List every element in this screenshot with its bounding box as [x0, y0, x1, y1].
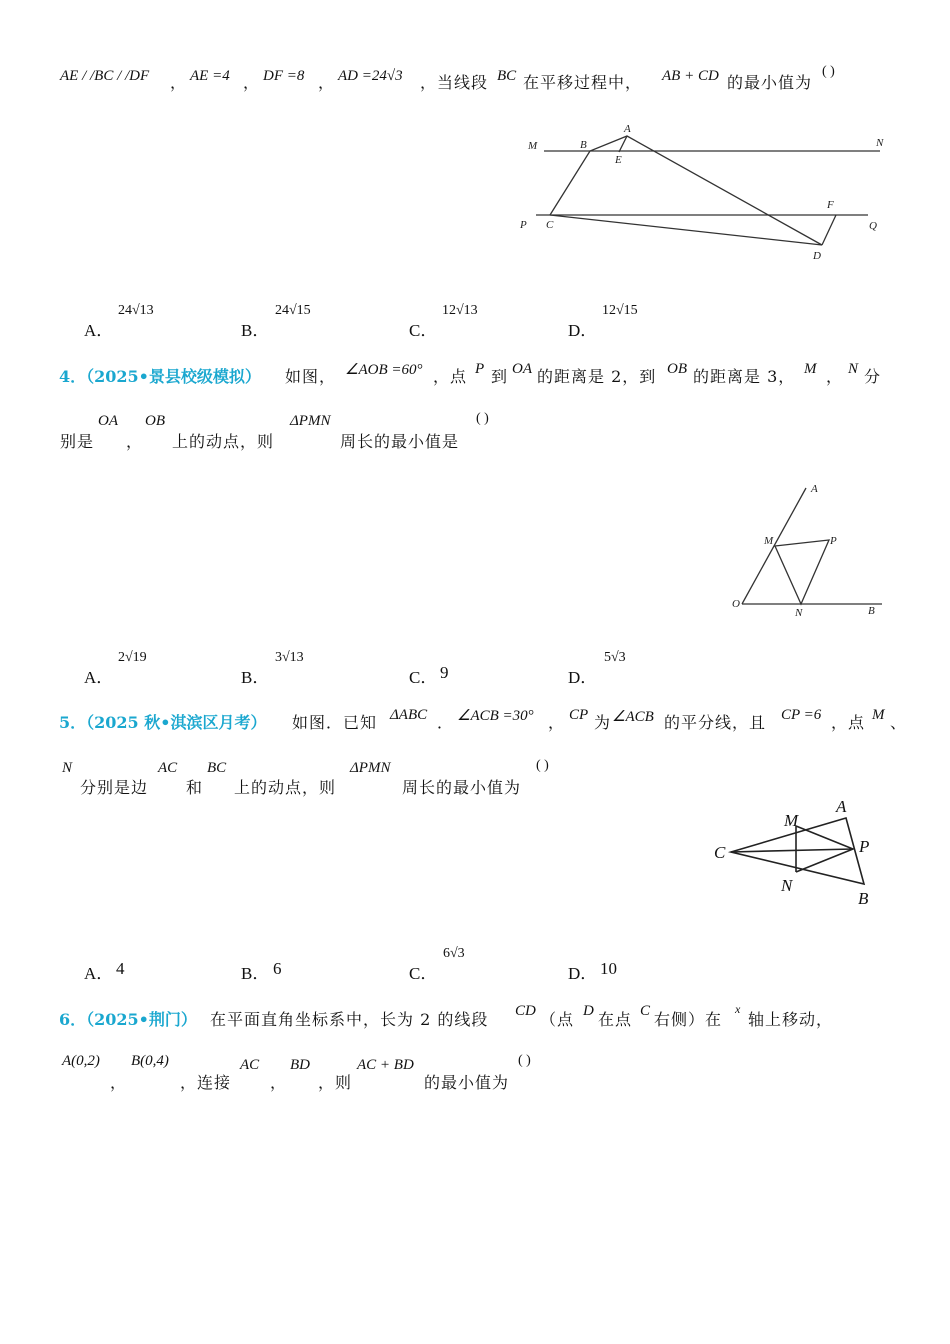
stem-text: （点 [540, 1010, 575, 1029]
label-n: N [781, 876, 793, 895]
answer-paren: ( ) [536, 758, 549, 773]
answer-paren: ( ) [822, 64, 835, 79]
stem-text: ， [110, 1073, 128, 1092]
option-b-label[interactable]: B． [241, 321, 270, 340]
stem-text: ， [318, 73, 336, 92]
stem-text: ， [270, 1073, 288, 1092]
stem-text: 如图．已知 [292, 713, 378, 732]
stem-text: 的最小值为 [424, 1073, 510, 1092]
stem-text: 的距离是 3， [693, 367, 796, 386]
option-c-label[interactable]: C． [409, 964, 438, 983]
math-sum: AC + BD [357, 1057, 414, 1073]
label-m: M [784, 811, 799, 830]
stem-text: ，则 [318, 1073, 353, 1092]
stem-text: 分别是边 [80, 778, 149, 797]
option-b-value: 6 [273, 959, 282, 978]
math-bc: BC [497, 68, 517, 84]
math-ac: AC [158, 760, 178, 776]
math-parallel: AE / /BC / /DF [60, 68, 150, 84]
stem-text: 到 [491, 367, 509, 386]
option-a-value: 4 [116, 959, 125, 978]
label-a: A [811, 483, 818, 495]
stem-text: 在平面直角坐标系中，长为 2 的线段 [210, 1010, 489, 1029]
label-a: A [624, 123, 631, 135]
math-p: P [475, 361, 485, 377]
label-a: A [836, 797, 847, 816]
label-b: B [858, 889, 869, 908]
question-number: 4．（2025•景县校级模拟） [59, 367, 261, 386]
math-angle-acb: ∠ACB [612, 709, 654, 725]
label-p: P [520, 219, 527, 231]
option-c-value: 6√3 [443, 946, 465, 961]
stem-text: 为 [594, 713, 612, 732]
math-ac: AC [240, 1057, 260, 1073]
stem-text: 上的动点，则 [234, 778, 337, 797]
math-bc: BC [207, 760, 227, 776]
label-b: B [868, 605, 875, 617]
q3-figure [515, 118, 895, 268]
math-m: M [872, 707, 885, 723]
math-angle: ∠ACB =30° [457, 708, 534, 724]
math-ob: OB [667, 361, 687, 377]
option-c-label[interactable]: C． [409, 668, 438, 687]
option-a-label[interactable]: A． [84, 964, 114, 983]
stem-text: ，点 [831, 713, 866, 732]
stem-text: ，当线段 [420, 73, 489, 92]
stem-text: ， [170, 73, 188, 92]
label-m: M [764, 535, 774, 547]
stem-text: 和 [186, 778, 204, 797]
math-ae: AE =4 [190, 68, 230, 84]
option-b-value: 3√13 [275, 650, 304, 665]
label-q: Q [869, 220, 877, 232]
option-d-value: 10 [600, 959, 617, 978]
stem-text: 的平分线，且 [664, 713, 767, 732]
question-number: 5．（2025 秋•淇滨区月考） [59, 713, 267, 732]
math-ob: OB [145, 413, 165, 429]
option-a-value: 24√13 [118, 303, 154, 318]
q5-figure [708, 792, 893, 912]
label-o: O [732, 598, 740, 610]
math-n: N [62, 760, 73, 776]
label-c: C [714, 843, 726, 862]
math-m: M [804, 361, 817, 377]
label-c: C [546, 219, 554, 231]
stem-text: 如图， [285, 367, 337, 386]
stem-text: 的距离是 2，到 [537, 367, 657, 386]
math-d: D [583, 1003, 594, 1019]
stem-text: ， [548, 713, 566, 732]
math-point-a: A(0,2) [62, 1053, 100, 1069]
label-b: B [580, 139, 587, 151]
question-number: 6．（2025•荆门） [59, 1010, 197, 1029]
option-c-value: 12√13 [442, 303, 478, 318]
math-sum: AB + CD [662, 68, 719, 84]
stem-text: 周长的最小值是 [340, 432, 460, 451]
option-d-label[interactable]: D． [568, 668, 598, 687]
label-n: N [795, 607, 803, 619]
label-m: M [528, 140, 538, 152]
option-b-value: 24√15 [275, 303, 311, 318]
option-c-label[interactable]: C． [409, 321, 438, 340]
stem-text: 分 [864, 367, 882, 386]
math-bd: BD [290, 1057, 310, 1073]
math-triangle: ΔPMN [350, 760, 391, 776]
math-triangle: ΔPMN [290, 413, 331, 429]
stem-text: 的最小值为 [727, 73, 813, 92]
label-p: P [859, 837, 870, 856]
option-d-value: 12√15 [602, 303, 638, 318]
answer-paren: ( ) [518, 1053, 531, 1068]
label-f: F [827, 199, 834, 211]
option-b-label[interactable]: B． [241, 668, 270, 687]
option-a-value: 2√19 [118, 650, 147, 665]
stem-text: ， [243, 73, 261, 92]
stem-text: 在点 [598, 1010, 633, 1029]
math-x: x [735, 1002, 741, 1016]
math-cp: CP [569, 707, 589, 723]
option-d-value: 5√3 [604, 650, 626, 665]
stem-text: ，点 [433, 367, 468, 386]
math-cp-length: CP =6 [781, 707, 822, 723]
stem-text: 周长的最小值为 [402, 778, 522, 797]
stem-text: 在平移过程中， [523, 73, 643, 92]
option-a-label[interactable]: A． [84, 321, 114, 340]
math-c: C [640, 1003, 651, 1019]
math-oa: OA [512, 361, 532, 377]
option-d-label[interactable]: D． [568, 964, 598, 983]
q4-figure [725, 478, 890, 623]
stem-text: ，连接 [180, 1073, 232, 1092]
option-b-label[interactable]: B． [241, 964, 270, 983]
option-a-label[interactable]: A． [84, 668, 114, 687]
math-oa: OA [98, 413, 118, 429]
label-e: E [615, 154, 622, 166]
math-point-b: B(0,4) [131, 1053, 169, 1069]
label-d: D [813, 250, 821, 262]
math-ad: AD =24√3 [338, 68, 403, 84]
math-cd: CD [515, 1003, 536, 1019]
math-df: DF =8 [263, 68, 305, 84]
math-angle: ∠AOB =60° [345, 362, 423, 378]
math-n: N [848, 361, 859, 377]
stem-text: 、 [890, 713, 908, 732]
stem-text: 右侧）在 [654, 1010, 723, 1029]
stem-text: ， [126, 432, 144, 451]
stem-text: ． [437, 713, 455, 732]
stem-text: 轴上移动， [748, 1010, 834, 1029]
math-triangle: ΔABC [390, 707, 428, 723]
stem-text: ， [826, 367, 844, 386]
label-n: N [876, 137, 884, 149]
label-p: P [830, 535, 837, 547]
stem-text: 上的动点，则 [172, 432, 275, 451]
option-c-value: 9 [440, 663, 449, 682]
answer-paren: ( ) [476, 411, 489, 426]
option-d-label[interactable]: D． [568, 321, 598, 340]
stem-text: 别是 [60, 432, 95, 451]
